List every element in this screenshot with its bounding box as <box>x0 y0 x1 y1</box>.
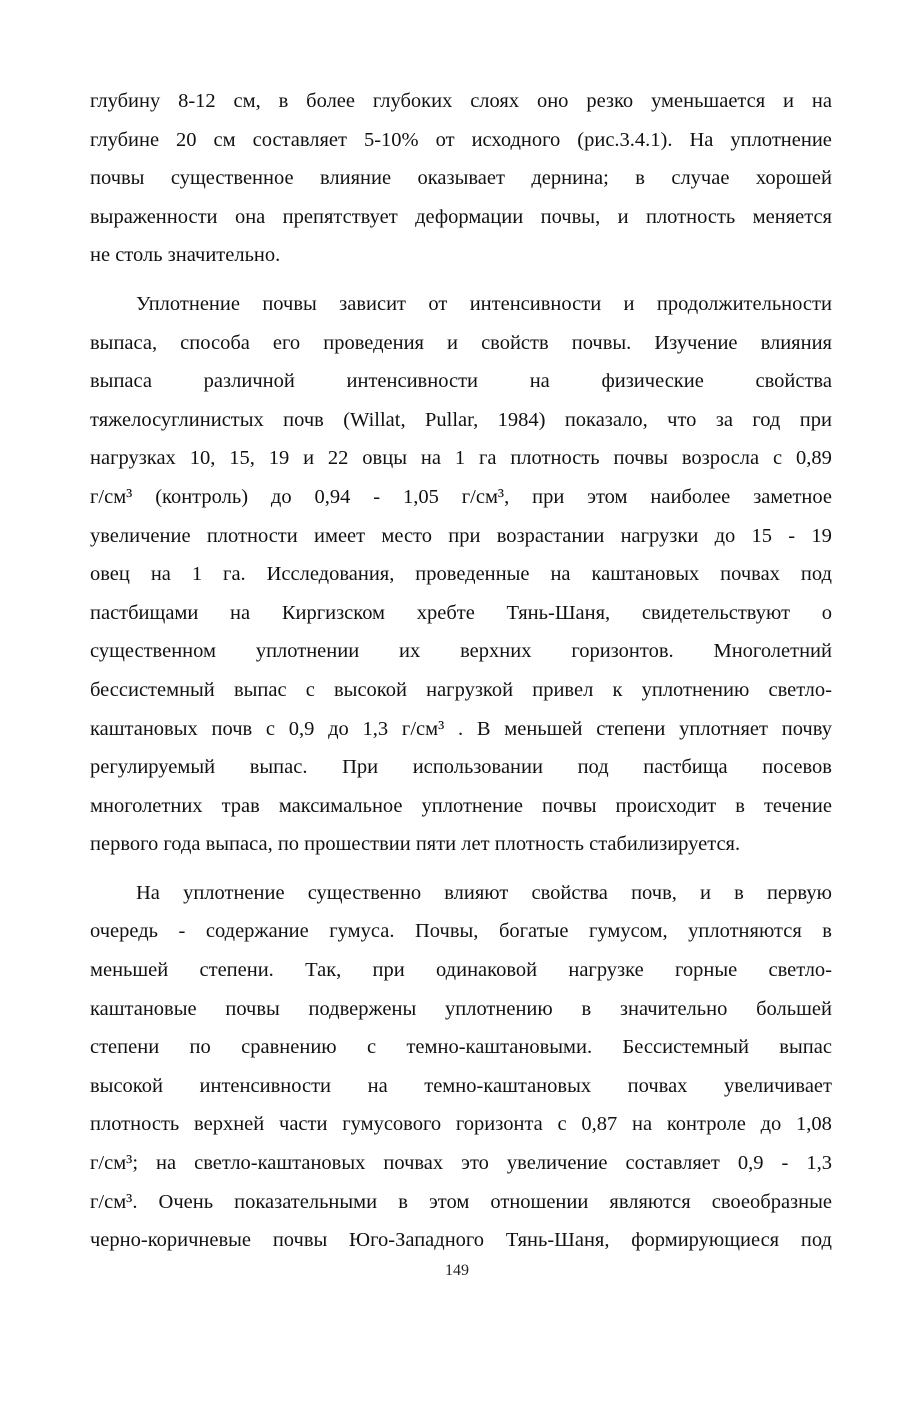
word: под <box>800 563 832 586</box>
word: Почвы, <box>414 920 479 943</box>
word: выпаса <box>90 370 152 393</box>
body-text <box>90 82 832 1260</box>
word: в <box>735 794 745 817</box>
word: от <box>435 128 455 151</box>
word: 0,9 <box>288 717 315 740</box>
word: от <box>428 292 448 315</box>
word: (контроль) <box>155 485 249 508</box>
word: более <box>306 90 356 112</box>
word: уплотняет <box>679 717 768 740</box>
word: нагрузках <box>90 447 176 470</box>
text-line <box>90 951 832 990</box>
text-line <box>90 1144 832 1183</box>
word: препятствует <box>282 205 398 228</box>
word: до <box>760 1113 782 1136</box>
text-line <box>90 990 832 1029</box>
word: горизонтов. <box>571 640 674 663</box>
text-line <box>90 285 832 324</box>
word: составляет <box>252 128 347 151</box>
word: сравнению <box>241 1036 337 1059</box>
word: на <box>632 1113 653 1136</box>
word: в <box>635 167 645 190</box>
word: меньшей <box>504 717 583 740</box>
word: привел <box>532 678 594 701</box>
text-line <box>90 594 832 633</box>
word: влияют <box>444 881 509 904</box>
word: свойства <box>531 881 608 904</box>
page-number: 149 <box>445 1262 469 1279</box>
word: Исследования, <box>266 563 395 586</box>
word: по <box>189 1036 211 1059</box>
word: почвы <box>542 794 597 817</box>
word: бессистемный <box>90 678 215 701</box>
word: имеет <box>314 524 366 547</box>
word: на <box>156 1152 177 1175</box>
word: показательными <box>234 1190 378 1213</box>
word: своеобразные <box>711 1190 832 1213</box>
word: составляет <box>625 1152 720 1175</box>
word: хорошей <box>755 167 832 190</box>
word: - <box>178 920 186 943</box>
text-line <box>90 671 832 710</box>
word: этом <box>428 1190 470 1213</box>
word: о <box>821 601 832 624</box>
word: к <box>612 678 623 701</box>
text-line <box>90 632 832 671</box>
word: показало, <box>564 408 648 431</box>
word: деформации <box>415 205 524 228</box>
word: 1984) <box>497 408 546 431</box>
text-line: не столь значительно. <box>90 244 281 267</box>
word: за <box>715 408 733 431</box>
word: темно-каштановыми. <box>406 1036 593 1059</box>
word: происходит <box>615 794 717 817</box>
word: формирующиеся <box>631 1229 780 1252</box>
word: г/см³; <box>90 1152 139 1175</box>
word: светло-каштановых <box>194 1152 366 1175</box>
word: под <box>577 756 609 779</box>
word: Тянь-Шаня, <box>505 1229 610 1252</box>
word: очередь <box>90 920 158 943</box>
word: почвы. <box>571 331 632 354</box>
word: увеличение <box>90 524 191 547</box>
word: Очень <box>158 1190 214 1213</box>
word: Изучение <box>654 331 738 354</box>
word: (рис.3.4.1). <box>577 128 673 151</box>
word: - <box>373 485 381 508</box>
word: Уплотнение <box>136 292 240 315</box>
word: светло- <box>768 959 832 982</box>
text-line <box>90 1028 832 1067</box>
word: что <box>667 408 697 431</box>
word: 1,08 <box>796 1113 832 1136</box>
word: и <box>623 292 635 315</box>
word: с <box>265 717 276 740</box>
word: каштановых <box>90 717 198 740</box>
word: уплотнение <box>421 794 524 817</box>
word: меняется <box>752 205 832 228</box>
word: 20 <box>176 128 197 151</box>
word: 1,05 <box>402 485 439 508</box>
word: При <box>342 756 379 779</box>
word: многолетних <box>90 794 203 817</box>
word: почвы <box>262 292 317 315</box>
word: резко <box>586 90 634 112</box>
word: овцы <box>362 447 407 470</box>
word: существенном <box>90 640 216 663</box>
word: дернина; <box>531 167 609 190</box>
word: почвах <box>627 1074 688 1097</box>
word: отношении <box>490 1190 589 1213</box>
word: до <box>328 717 349 740</box>
word: высокой <box>334 678 407 701</box>
word: почвы, <box>540 205 601 228</box>
word: почв <box>211 717 253 740</box>
word: Тянь-Шаня, <box>506 601 611 624</box>
word: глубоких <box>372 90 453 112</box>
paragraph-gap <box>90 864 832 874</box>
word: с <box>305 678 315 701</box>
word: 22 <box>327 447 349 470</box>
word: его <box>272 331 301 354</box>
word: 0,9 <box>737 1152 764 1175</box>
word: увеличивает <box>724 1074 832 1097</box>
word: интенсивности <box>199 1074 332 1097</box>
word: нагрузки <box>620 524 699 547</box>
word: возросла <box>681 447 760 470</box>
word: свойства <box>755 370 832 393</box>
text-line <box>90 121 832 160</box>
word: выраженности <box>90 205 218 228</box>
word: уплотнение <box>730 128 832 151</box>
word: г/см³ <box>90 485 133 508</box>
word: трав <box>221 794 260 817</box>
word: см, <box>233 90 261 112</box>
word: 5-10% <box>363 128 419 151</box>
text-line <box>90 787 832 826</box>
word: темно-каштановых <box>424 1074 592 1097</box>
word: гумусового <box>342 1113 442 1136</box>
word: при <box>799 408 832 431</box>
text-line <box>90 912 832 951</box>
word: наиболее <box>650 485 731 508</box>
word: 15 <box>751 524 773 547</box>
word: и <box>783 90 795 112</box>
word: каштановых <box>591 563 700 586</box>
word: 0,94 <box>314 485 351 508</box>
word: на <box>811 90 832 112</box>
word: черно-коричневые <box>90 1229 252 1252</box>
word: их <box>399 640 421 663</box>
word: продолжительности <box>656 292 832 315</box>
word: возрастании <box>496 524 605 547</box>
word: Pullar, <box>424 408 479 431</box>
word: уплотняются <box>688 920 802 943</box>
word: оно <box>536 90 569 112</box>
word: случае <box>671 167 730 190</box>
text-line <box>90 1221 832 1260</box>
word: пастбища <box>643 756 728 779</box>
word: на <box>367 1074 388 1097</box>
word: га. <box>223 563 246 586</box>
word: плотность <box>510 447 600 470</box>
word: Так, <box>305 959 342 982</box>
word: - <box>781 1152 789 1175</box>
word: физические <box>601 370 704 393</box>
word: уменьшается <box>651 90 766 112</box>
word: 1 <box>191 563 203 586</box>
word: тяжелосуглинистых <box>90 408 264 431</box>
text-line <box>90 478 832 517</box>
word: га <box>478 447 497 470</box>
word: части <box>279 1113 328 1136</box>
word: большей <box>756 997 832 1020</box>
word: слоях <box>470 90 520 112</box>
word: плотность <box>645 205 736 228</box>
word: 1,3 <box>806 1152 832 1175</box>
word: являются <box>609 1190 691 1213</box>
word: г/см³, <box>461 485 510 508</box>
word: уплотнение <box>183 881 285 904</box>
word: существенное <box>170 167 294 190</box>
word: Многолетний <box>713 640 832 663</box>
word: в <box>398 1190 408 1213</box>
word: способа <box>180 331 250 354</box>
word: первую <box>767 881 832 904</box>
word: 0,89 <box>796 447 832 470</box>
text-line <box>90 1105 832 1144</box>
word: влияние <box>320 167 392 190</box>
word: верхних <box>460 640 532 663</box>
word: г/см³ <box>401 717 445 740</box>
word: 1,3 <box>362 717 389 740</box>
word: почвах <box>720 563 780 586</box>
word: в <box>581 997 592 1020</box>
word: плотности <box>206 524 298 547</box>
word: выпас <box>779 1036 832 1059</box>
word: до <box>270 485 292 508</box>
word: содержание <box>205 920 309 943</box>
word: г/см³. <box>90 1190 138 1213</box>
paragraph-gap <box>90 275 832 285</box>
word: и <box>447 331 459 354</box>
word: глубину <box>90 90 161 112</box>
word: это <box>461 1152 489 1175</box>
word: различной <box>203 370 295 393</box>
word: под <box>800 1229 832 1252</box>
word: одинаковой <box>436 959 538 982</box>
word: хребте <box>416 601 475 624</box>
word: выпаса, <box>90 331 158 354</box>
word: Киргизском <box>281 601 386 624</box>
word: до <box>714 524 736 547</box>
word: 8-12 <box>178 90 216 112</box>
word: регулируемый <box>90 756 216 779</box>
word: уплотнению <box>641 678 750 701</box>
word: (Willat, <box>343 408 406 431</box>
word: и <box>617 205 629 228</box>
word: на <box>550 563 571 586</box>
word: . <box>457 717 464 740</box>
word: проведения <box>323 331 424 354</box>
word: на <box>420 447 441 470</box>
paragraph <box>90 285 832 864</box>
text-line <box>90 362 832 401</box>
word: светло- <box>768 678 832 701</box>
word: она <box>234 205 266 228</box>
word: место <box>381 524 432 547</box>
text-line <box>90 198 832 237</box>
word: на <box>150 563 171 586</box>
text-line <box>90 1067 832 1106</box>
word: почву <box>781 717 832 740</box>
word: почвы <box>225 997 280 1020</box>
text-line <box>90 748 832 787</box>
word: почв <box>283 408 324 431</box>
word: проведенные <box>415 563 530 586</box>
word: этом <box>587 485 628 508</box>
word: степени <box>90 1036 160 1059</box>
word: пастбищами <box>90 601 199 624</box>
text-line <box>90 710 832 749</box>
word: - <box>788 524 796 547</box>
word: заметное <box>753 485 832 508</box>
paragraph <box>90 82 832 275</box>
word: 0,87 <box>581 1113 618 1136</box>
text-line <box>90 874 832 913</box>
word: На <box>136 881 160 904</box>
word: см <box>213 128 236 151</box>
text-line <box>90 517 832 556</box>
word: На <box>689 128 714 151</box>
word: при <box>532 485 565 508</box>
word: почвы <box>613 447 668 470</box>
word: горные <box>674 959 738 982</box>
word: гумусом, <box>588 920 668 943</box>
text-line <box>90 555 832 594</box>
text-line <box>90 439 832 478</box>
word: интенсивности <box>346 370 478 393</box>
word: в <box>822 920 832 943</box>
word: меньшей <box>90 959 169 982</box>
text-line <box>90 324 832 363</box>
word: В <box>476 717 491 740</box>
text-line: первого года выпаса, по прошествии пяти лет плотность стабилизируется. <box>90 833 741 856</box>
word: выпас <box>233 678 287 701</box>
word: в <box>278 90 289 112</box>
paragraph <box>90 874 832 1260</box>
word: интенсивности <box>469 292 602 315</box>
word: богатые <box>498 920 569 943</box>
word: течение <box>763 794 832 817</box>
word: верхней <box>194 1113 265 1136</box>
word: влияния <box>760 331 832 354</box>
word: контроле <box>666 1113 746 1136</box>
text-line <box>90 1183 832 1222</box>
word: подвержены <box>308 997 417 1020</box>
word: каштановые <box>90 997 197 1020</box>
word: выпас. <box>249 756 308 779</box>
word: овец <box>90 563 130 586</box>
text-line <box>90 159 832 198</box>
word: посевов <box>762 756 832 779</box>
word: на <box>230 601 251 624</box>
text-line <box>90 82 832 121</box>
word: нагрузкой <box>426 678 514 701</box>
word: использовании <box>412 756 543 779</box>
word: Юго-Западного <box>349 1229 485 1252</box>
word: горизонта <box>455 1113 543 1136</box>
word: и <box>303 447 315 470</box>
word: зависит <box>339 292 407 315</box>
word: глубине <box>90 128 160 151</box>
word: почвах <box>383 1152 444 1175</box>
word: при <box>448 524 481 547</box>
word: почв, <box>631 881 677 904</box>
word: 19 <box>811 524 832 547</box>
word: максимальное <box>278 794 403 817</box>
word: год <box>752 408 781 431</box>
word: увеличение <box>506 1152 608 1175</box>
word: гумуса. <box>329 920 395 943</box>
word: 10, <box>189 447 216 470</box>
word: на <box>529 370 550 393</box>
word: высокой <box>90 1074 163 1097</box>
word: Бессистемный <box>622 1036 749 1059</box>
word: оказывает <box>417 167 505 190</box>
word: в <box>734 881 744 904</box>
word: 1 <box>454 447 466 470</box>
word: с <box>366 1036 377 1059</box>
word: 15, <box>229 447 255 470</box>
text-line <box>90 401 832 440</box>
word: с <box>557 1113 567 1136</box>
word: степени <box>596 717 666 740</box>
word: уплотнении <box>255 640 360 663</box>
word: значительно <box>619 997 728 1020</box>
word: существенно <box>307 881 422 904</box>
word: свидетельствуют <box>641 601 791 624</box>
word: степени. <box>199 959 274 982</box>
word: при <box>372 959 405 982</box>
word: почвы <box>272 1229 328 1252</box>
word: 19 <box>268 447 290 470</box>
word: и <box>700 881 712 904</box>
word: с <box>773 447 783 470</box>
word: плотность <box>90 1113 180 1136</box>
word: нагрузке <box>568 959 644 982</box>
word: уплотнению <box>445 997 553 1020</box>
word: свойств <box>481 331 549 354</box>
word: исходного <box>471 128 561 151</box>
word: почвы <box>90 167 145 190</box>
